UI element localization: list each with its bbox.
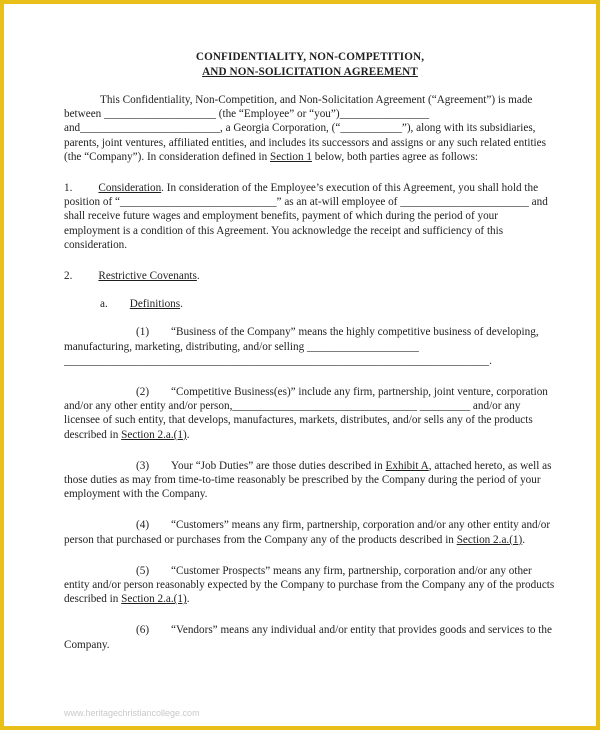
subsection-a-heading-line: a. Definitions. (100, 298, 183, 311)
definition-item-3: (3) Your “Job Duties” are those duties described in Exhibit A, attached hereto, as well as those duties as may from time-to-time reasonably be prescribed by the Company during the period of your employment with the Company. (64, 459, 552, 501)
section-1-reference: Section 1 (269, 150, 312, 163)
watermark: www.heritagechristiancollege.com (64, 708, 200, 718)
intro-paragraph: This Confidentiality, Non-Competition, and Non-Solicitation Agreement (“Agreement”) is made between ____________________ (the “Employee” or “you”)________________ and_________________________, a Georgia Corporation, (“___________”), along with its subsidiaries, parents, joint ventures, affiliated entities, and includes its successors and assigns or any such related entities (the “Company”). In consideration defined in Section 1 below, both parties agree as follows: (64, 94, 546, 163)
section-1-number: 1. (64, 182, 73, 195)
section-2a1-reference: Section 2.a.(1) (456, 533, 523, 546)
subsection-a-heading: Definitions (129, 298, 181, 311)
definition-item-5: (5) “Customer Prospects” means any firm, partnership, corporation and/or any other entity and/or person reasonably expected by the Company to purchase from the Company any of the products described in Section 2.a.(1). (64, 564, 555, 606)
definition-item-1: (1) “Business of the Company” means the highly competitive business of developing, manufacturing, marketing, distributing, and/or selling ____________________ ____________________________________________________________________________. (64, 326, 539, 367)
section-1-paragraph: 1. Consideration. In consideration of the Employee’s execution of this Agreement, you shall hold the position of “____________________________” as an at-will employee of _______________________ and shall receive future wages and employment benefits, payment of which during the period of your employment is a condition of this Agreement. You acknowledge the receipt and sufficiency of this consideration. (64, 182, 548, 251)
document-page (4, 4, 596, 726)
title-line-2: AND NON-SOLICITATION AGREEMENT (202, 66, 418, 78)
section-2-number: 2. (64, 270, 73, 283)
definition-item-4: (4) “Customers” means any firm, partnership, corporation and/or any other entity and/or person that purchased or purchases from the Company any of the products described in Section 2.a.(1). (64, 519, 551, 546)
subsection-a-letter: a. (100, 298, 108, 311)
definition-item-6: (6) “Vendors” means any individual and/or entity that provides goods and services to the Company. (64, 624, 552, 651)
section-2a1-reference: Section 2.a.(1) (121, 428, 187, 441)
section-2-heading-line: 2. Restrictive Covenants. (64, 270, 200, 283)
title-line-1: CONFIDENTIALITY, NON-COMPETITION, (195, 51, 425, 63)
definition-item-2: (2) “Competitive Business(es)” include any firm, partnership, joint venture, corporation and/or any other entity and/or person,_________________________________ _________ and/or any licensee of such entity, that develops, manufactures, markets, distributes, and/or sells any of the products described in Section 2.a.(1). (64, 386, 548, 441)
section-2-heading: Restrictive Covenants (98, 270, 197, 283)
document-title (64, 50, 556, 80)
section-1-heading: Consideration (98, 182, 162, 195)
section-2a1-reference: Section 2.a.(1) (121, 593, 187, 606)
exhibit-a-reference: Exhibit A (385, 459, 429, 472)
